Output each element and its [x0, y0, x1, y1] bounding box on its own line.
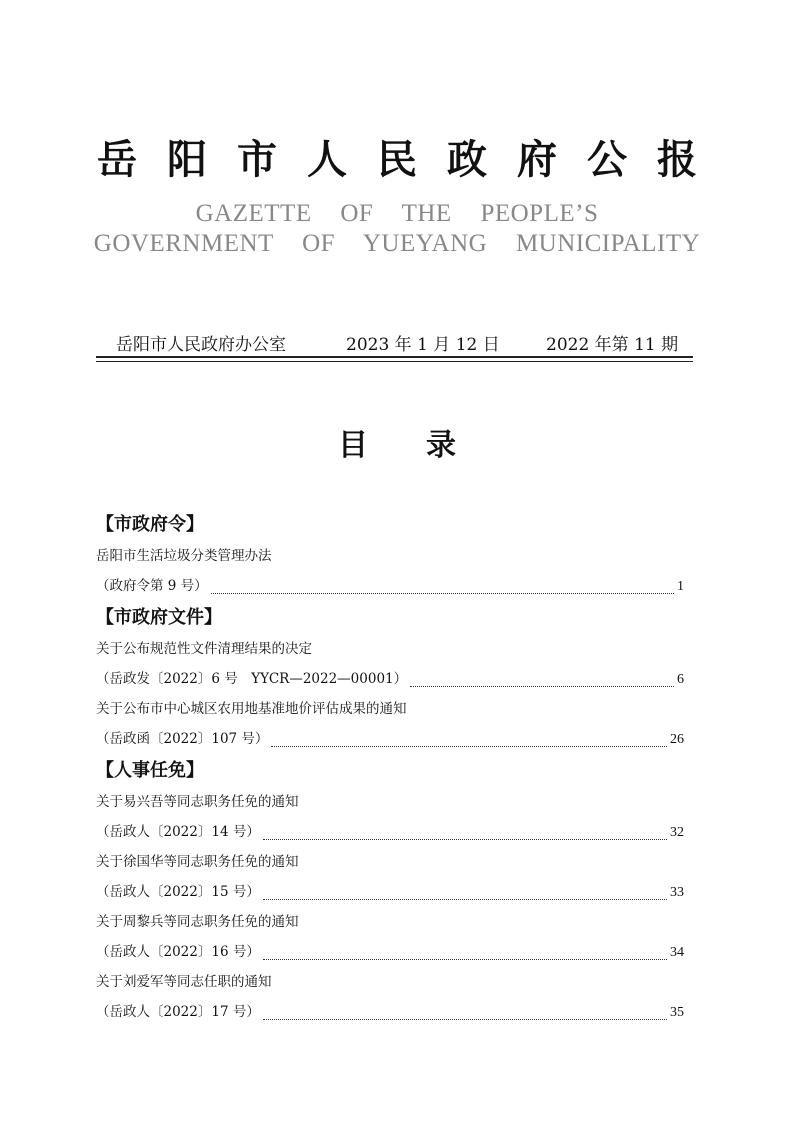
header-rule-thin — [96, 361, 693, 362]
toc-item-entry[interactable] — [96, 817, 684, 847]
toc-item-entry[interactable] — [96, 724, 684, 754]
toc-item-title[interactable]: 关于易兴吾等同志职务任免的通知 — [96, 794, 299, 810]
toc-item-title[interactable]: 关于公布市中心城区农用地基准地价评估成果的通知 — [96, 701, 407, 717]
toc-item-title[interactable]: 关于公布规范性文件清理结果的决定 — [96, 641, 312, 657]
dot-leader — [211, 583, 674, 594]
issue-info-row — [116, 330, 679, 355]
toc-item-title[interactable]: 关于周黎兵等同志职务任免的通知 — [96, 914, 299, 930]
toc-item-doc-number: （岳政函〔2022〕107 号） — [96, 731, 269, 747]
dot-leader — [263, 829, 667, 840]
header-rule-thick — [96, 356, 693, 358]
toc-item-entry[interactable] — [96, 997, 684, 1027]
dot-leader — [263, 889, 667, 900]
toc-item-entry[interactable] — [96, 937, 684, 967]
dot-leader — [263, 949, 667, 960]
publication-date: 2023 年 1 月 12 日 — [346, 335, 500, 355]
dot-leader — [271, 736, 667, 747]
toc-item-entry[interactable] — [96, 877, 684, 907]
toc-item-title[interactable]: 关于徐国华等同志职务任免的通知 — [96, 854, 299, 870]
issue-number: 2022 年第 11 期 — [546, 335, 679, 355]
toc-item-entry[interactable] — [96, 664, 684, 694]
dot-leader — [410, 676, 674, 687]
toc-item-page-number: 33 — [670, 885, 684, 900]
toc-item-doc-number: （岳政人〔2022〕16 号） — [96, 944, 260, 960]
dot-leader — [263, 1009, 667, 1020]
gazette-title-english-line2: GOVERNMENT OF YUEYANG MUNICIPALITY — [93, 230, 701, 257]
publisher: 岳阳市人民政府办公室 — [116, 335, 286, 355]
table-of-contents — [96, 508, 684, 1027]
toc-item-doc-number: （岳政人〔2022〕15 号） — [96, 884, 260, 900]
toc-item-doc-number: （岳政发〔2022〕6 号 YYCR—2022—00001） — [96, 671, 408, 687]
toc-heading: 目录 — [338, 428, 514, 463]
toc-item-doc-number: （政府令第 9 号） — [96, 578, 208, 594]
toc-item-title[interactable]: 关于刘爱军等同志任职的通知 — [96, 974, 272, 990]
toc-section-heading: 【人事任免】 — [96, 760, 204, 781]
toc-item-entry[interactable] — [96, 571, 684, 601]
toc-item-page-number: 26 — [670, 732, 684, 747]
toc-section-heading: 【市政府文件】 — [96, 607, 222, 628]
toc-item-title[interactable]: 岳阳市生活垃圾分类管理办法 — [96, 548, 272, 564]
toc-item-doc-number: （岳政人〔2022〕14 号） — [96, 824, 260, 840]
toc-item-page-number: 1 — [677, 579, 684, 594]
toc-item-page-number: 32 — [670, 825, 684, 840]
toc-item-doc-number: （岳政人〔2022〕17 号） — [96, 1004, 260, 1020]
toc-item-page-number: 6 — [677, 672, 684, 687]
toc-section-heading: 【市政府令】 — [96, 514, 204, 535]
toc-item-page-number: 35 — [670, 1005, 684, 1020]
toc-item-page-number: 34 — [670, 945, 684, 960]
gazette-title-english-line1: GAZETTE OF THE PEOPLE’S — [195, 200, 599, 227]
gazette-title-chinese: 岳阳市人民政府公报 — [97, 136, 727, 183]
